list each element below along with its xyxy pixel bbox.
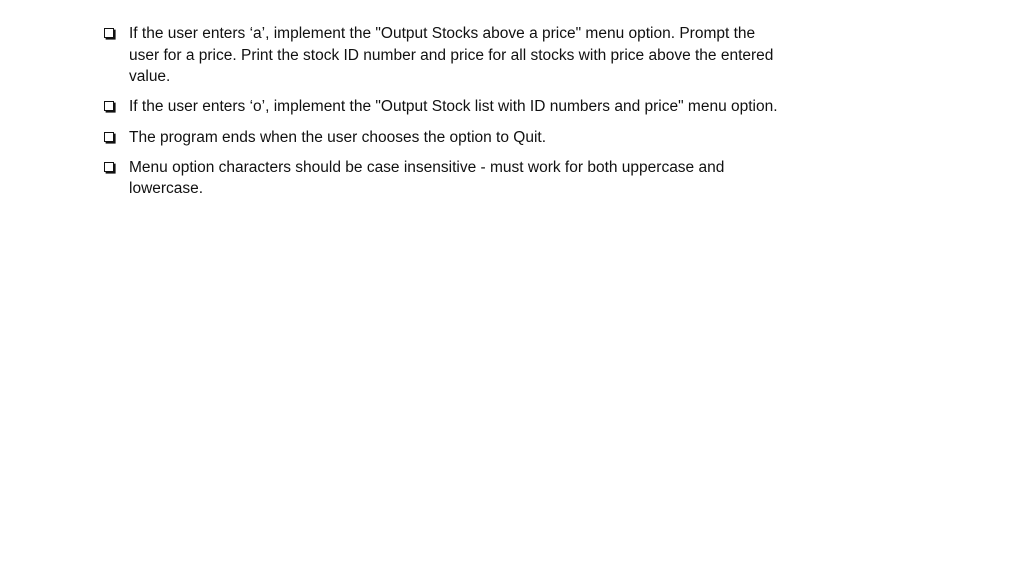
checkbox-icon xyxy=(104,101,114,111)
checkbox-icon xyxy=(104,132,114,142)
checkbox-icon xyxy=(104,162,114,172)
list-item xyxy=(100,96,780,118)
list-item-text: If the user enters ‘a’, implement the "Output Stocks above a price" menu option. Prompt the user for a price. Print the stock ID number and price for all stocks with price above the entered value. xyxy=(129,25,774,86)
requirements-list xyxy=(100,23,780,209)
list-item-text: Menu option characters should be case insensitive - must work for both uppercase and lowercase. xyxy=(129,158,725,198)
list-item-text: The program ends when the user chooses the option to Quit. xyxy=(129,128,547,146)
list-item xyxy=(100,127,780,149)
checkbox-icon xyxy=(104,28,114,38)
list-item xyxy=(100,23,780,88)
list-item-text: If the user enters ‘o’, implement the "Output Stock list with ID numbers and price" menu option. xyxy=(129,98,778,116)
list-item xyxy=(100,157,780,200)
